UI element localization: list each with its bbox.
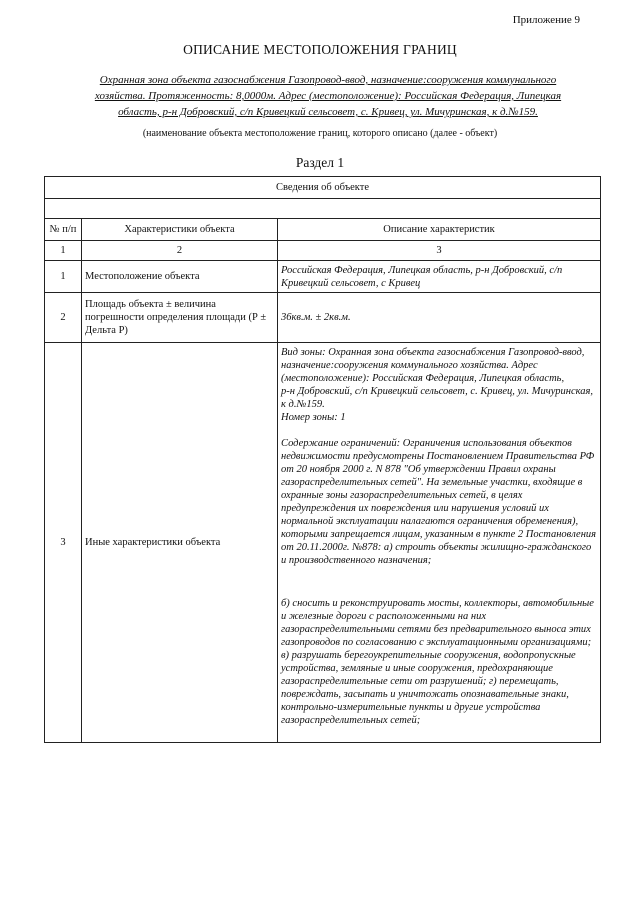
object-name bbox=[68, 72, 588, 120]
table-header-row bbox=[45, 219, 601, 241]
row-number: 1 bbox=[45, 261, 82, 293]
row-number: 2 bbox=[45, 293, 82, 343]
table-row bbox=[45, 261, 601, 293]
zone-address-text: р-н Добровский, с/п Кривецкий сельсовет, с. Кривец, ул. Мичуринская, к д.№159. bbox=[281, 386, 594, 410]
row-description: 36кв.м. ± 2кв.м. bbox=[278, 293, 601, 343]
appendix-label: Приложение 9 bbox=[512, 14, 580, 26]
object-caption: (наименование объекта местоположение границ, которого описано (далее - объект) bbox=[142, 128, 498, 139]
row-number: 3 bbox=[45, 343, 82, 743]
row-characteristic: Иные характеристики объекта bbox=[82, 343, 278, 743]
table-spacer bbox=[45, 199, 601, 219]
zone-type-text: Вид зоны: Охранная зона объекта газоснабжения Газопровод-ввод, назначение:сооружения коммунального хозяйства. Адрес (местоположение): Российская Федерация, Липецкая область, bbox=[281, 347, 585, 384]
object-info-table bbox=[44, 176, 601, 743]
table-caption: Сведения об объекте bbox=[45, 177, 601, 199]
row-characteristic: Местоположение объекта bbox=[82, 261, 278, 293]
column-header-number: № п/п bbox=[45, 219, 82, 241]
document-title: ОПИСАНИЕ МЕСТОПОЛОЖЕНИЯ ГРАНИЦ bbox=[183, 42, 457, 57]
object-name-line: хозяйства. Протяженность: 8,0000м. Адрес (местоположение): Российская Федерация, Липецкая bbox=[94, 90, 562, 102]
object-name-line: область, р-н Добровский, с/п Кривецкий сельсовет, с. Кривец, ул. Мичуринская, к д.№159. bbox=[118, 106, 538, 118]
column-header-description: Описание характеристик bbox=[278, 219, 601, 241]
column-number: 1 bbox=[45, 241, 82, 261]
row-characteristic: Площадь объекта ± величина погрешности определения площади (Р ± Дельта Р) bbox=[82, 293, 278, 343]
table-row bbox=[45, 293, 601, 343]
table-number-row bbox=[45, 241, 601, 261]
column-number: 2 bbox=[82, 241, 278, 261]
object-name-line: Охранная зона объекта газоснабжения Газопровод-ввод, назначение:сооружения коммунального bbox=[99, 74, 557, 86]
section-title: Раздел 1 bbox=[295, 155, 345, 170]
zone-number-text: Номер зоны: 1 bbox=[281, 412, 346, 423]
row-description bbox=[278, 343, 601, 743]
table-spacer-row bbox=[45, 199, 601, 219]
row-description: Российская Федерация, Липецкая область, р-н Добровский, с/п Кривецкий сельсовет, с Кривец bbox=[278, 261, 601, 293]
prohibitions-text: б) сносить и реконструировать мосты, коллекторы, автомобильные и железные дороги с расположенными на них газораспределительными сетями без предварительного выноса этих газопроводов по согласованию с эксплуатационными организациями; в) разрушать берегоукрепительные сооружения, водопропускные устройства, земляные и иные сооружения, предохраняющие газораспределительные сети от разрушений; г) перемещать, повреждать, засыпать и уничтожать опознавательные знаки, контрольно-измерительные пункты и другие устройства газораспределительных сетей; bbox=[281, 598, 594, 726]
table-row bbox=[45, 343, 601, 743]
column-header-characteristic: Характеристики объекта bbox=[82, 219, 278, 241]
column-number: 3 bbox=[278, 241, 601, 261]
restrictions-text: Содержание ограничений: Ограничения использования объектов недвижимости предусмотрены Постановлением Правительства РФ от 20 ноября 2000 г. N 878 "Об утверждении Правил охраны газораспределительных сетей". На земельные участки, входящие в охранные зоны газораспределительных сетей, в целях предупреждения их повреждения или нарушения условий их нормальной эксплуатации налагаются ограничения обременения), которыми запрещается лицам, указанным в пункте 2 Постановления от 20.11.2000г. №878: а) строить объекты жилищно-гражданского и производственного назначения; bbox=[281, 438, 597, 566]
table-caption-row bbox=[45, 177, 601, 199]
